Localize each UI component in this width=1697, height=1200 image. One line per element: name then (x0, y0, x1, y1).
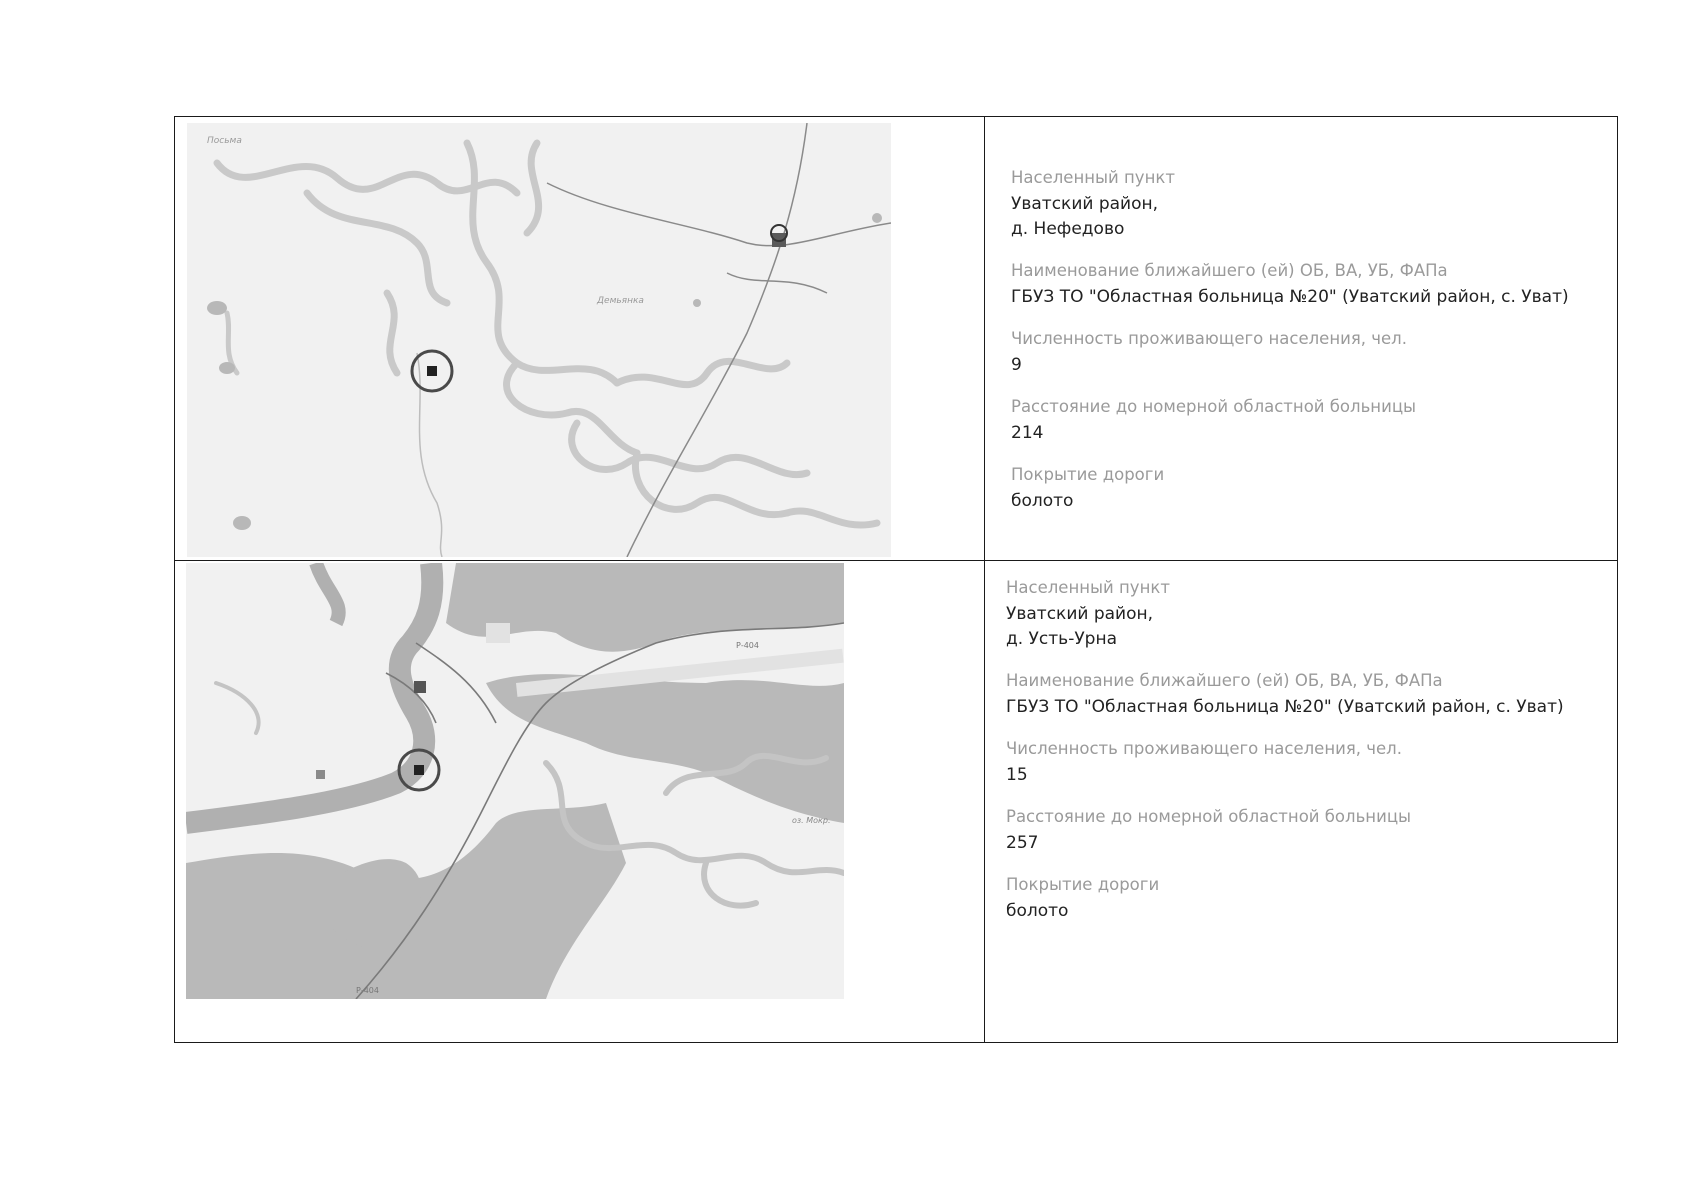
map-nefedovo (187, 123, 891, 557)
map-label-river-mid: Демьянка (597, 296, 644, 306)
settlement-label: Населенный пункт (1011, 168, 1175, 187)
map-label-road-bottom: Р-404 (356, 986, 379, 995)
map-label-lake: оз. Мокр. (792, 816, 831, 825)
distance-value: 257 (1006, 833, 1039, 853)
distance-label: Расстояние до номерной областной больницы (1006, 807, 1412, 826)
settlement-value (1006, 602, 1617, 652)
facility-value: ГБУЗ ТО "Областная больница №20" (Уватский район, с. Уват) (1006, 697, 1564, 717)
map-label-river-top: Посьма (207, 136, 242, 146)
settlement-district: Уватский район, (1006, 604, 1153, 624)
distance-label: Расстояние до номерной областной больницы (1011, 397, 1417, 416)
population-value: 9 (1011, 355, 1022, 375)
distance-value: 214 (1011, 423, 1044, 443)
facility-label: Наименование ближайшего (ей) ОБ, ВА, УБ, ФАПа (1011, 261, 1448, 280)
facility-value: ГБУЗ ТО "Областная больница №20" (Уватский район, с. Уват) (1011, 287, 1569, 307)
population-label: Численность проживающего населения, чел. (1011, 329, 1407, 348)
settlement-label: Населенный пункт (1006, 578, 1170, 597)
locations-table (174, 116, 1618, 1043)
road-value: болото (1006, 901, 1069, 921)
population-value: 15 (1006, 765, 1028, 785)
facility-label: Наименование ближайшего (ей) ОБ, ВА, УБ, ФАПа (1006, 671, 1443, 690)
settlement-name: д. Усть-Урна (1006, 629, 1118, 649)
road-label: Покрытие дороги (1006, 875, 1160, 894)
info-cell (985, 561, 1617, 1042)
population-label: Численность проживающего населения, чел. (1006, 739, 1402, 758)
settlement-district: Уватский район, (1011, 194, 1158, 214)
map-label-road-top: Р-404 (736, 641, 759, 650)
info-cell (985, 117, 1617, 560)
info-block (1006, 577, 1617, 942)
map-cell (175, 117, 985, 560)
info-block (1011, 167, 1617, 532)
table-row (175, 561, 1617, 1042)
table-row (175, 117, 1617, 561)
settlement-name: д. Нефедово (1011, 219, 1125, 239)
road-value: болото (1011, 491, 1074, 511)
map-ust-urna (186, 563, 844, 999)
map-cell (175, 561, 985, 1042)
road-label: Покрытие дороги (1011, 465, 1165, 484)
settlement-value (1011, 192, 1617, 242)
